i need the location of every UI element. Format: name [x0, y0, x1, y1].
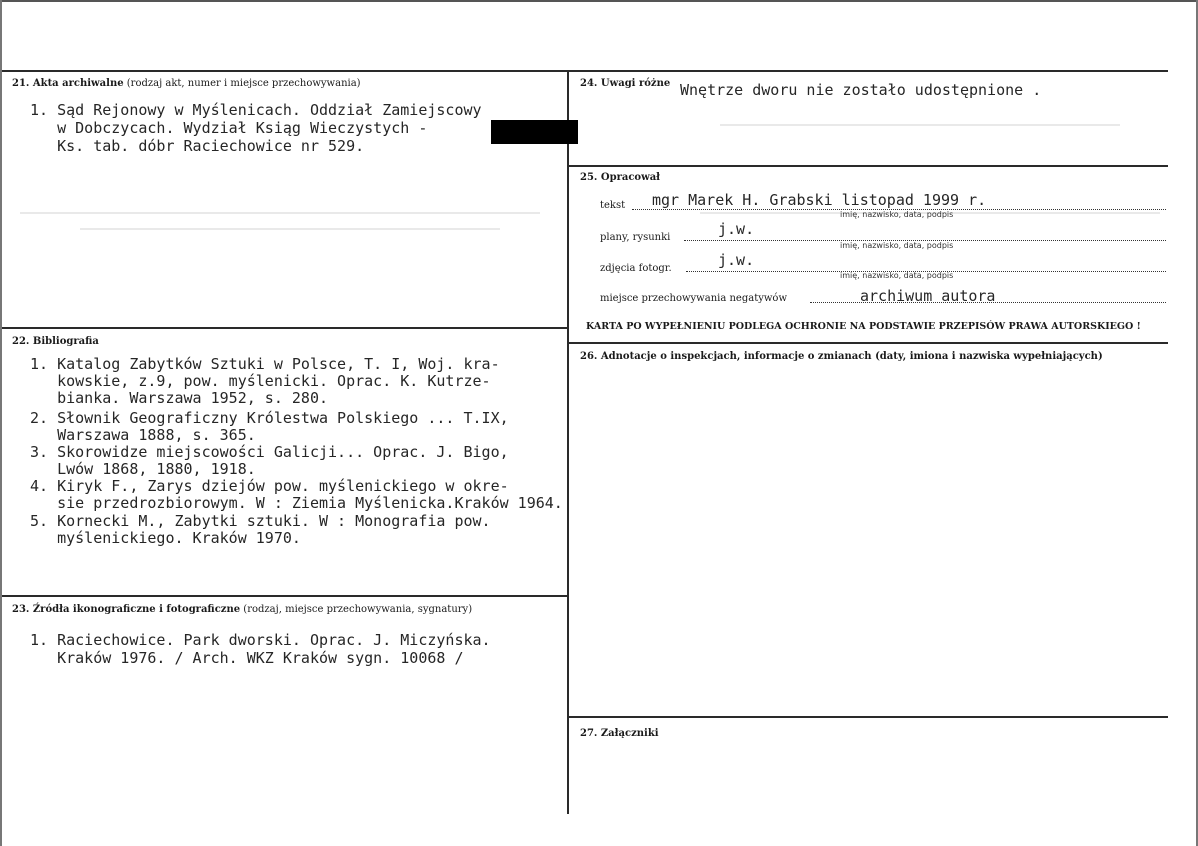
section-26-header	[580, 351, 1103, 362]
show-through	[80, 228, 500, 230]
section-22-line-11: myślenickiego. Kraków 1970.	[30, 529, 301, 547]
section-22-line-4: 2. Słownik Geograficzny Królestwa Polskiego ... T.IX,	[30, 409, 509, 427]
section-22-line-5: Warszawa 1888, s. 365.	[30, 426, 256, 444]
section-22-line-3: bianka. Warszawa 1952, s. 280.	[30, 389, 329, 407]
section-23-line-2: Kraków 1976. / Arch. WKZ Kraków sygn. 10068 /	[30, 649, 464, 667]
section-23-subtitle: (rodzaj, miejsce przechowywania, sygnatury)	[240, 604, 473, 615]
show-through	[20, 212, 540, 214]
section-21-line-1: 1. Sąd Rejonowy w Myślenicach. Oddział Zamiejscowy	[30, 101, 482, 119]
field-negatywy-value: archiwum autora	[860, 287, 996, 305]
section-22-line-9: sie przedrozbiorowym. W : Ziemia Myślenicka.Kraków 1964.	[30, 494, 563, 512]
field-tekst-hint: imię, nazwisko, data, podpis	[840, 210, 954, 219]
left-edge	[0, 0, 2, 846]
section-22-line-10: 5. Kornecki M., Zabytki sztuki. W : Monografia pow.	[30, 512, 491, 530]
field-zdjecia-label: zdjęcia fotogr.	[600, 263, 672, 274]
section-26-title: 26. Adnotacje o inspekcjach, informacje o zmianach	[580, 351, 872, 362]
redaction-bar	[491, 120, 578, 144]
copyright-notice: KARTA PO WYPEŁNIENIU PODLEGA OCHRONIE NA PODSTAWIE PRZEPISÓW PRAWA AUTORSKIEGO !	[586, 321, 1141, 332]
section-24-value: Wnętrze dworu nie zostało udostępnione .	[680, 81, 1042, 99]
top-rule	[2, 70, 1168, 72]
right-rule-27	[568, 716, 1168, 718]
section-24-header: 24. Uwagi różne	[580, 78, 671, 89]
section-21-title: 21. Akta archiwalne	[12, 78, 124, 89]
section-21-header	[12, 78, 361, 89]
right-rule-25	[568, 165, 1168, 167]
field-plany-label: plany, rysunki	[600, 232, 671, 243]
right-rule-26	[568, 342, 1168, 344]
column-divider	[567, 70, 569, 814]
field-tekst-value: mgr Marek H. Grabski listopad 1999 r.	[652, 191, 987, 209]
section-21-subtitle: (rodzaj akt, numer i miejsce przechowywania)	[123, 78, 361, 89]
left-rule-22	[2, 327, 568, 329]
field-zdjecia-hint: imię, nazwisko, data, podpis	[840, 271, 954, 280]
section-23-header	[12, 604, 472, 615]
section-23-line-1: 1. Raciechowice. Park dworski. Oprac. J. Miczyńska.	[30, 631, 491, 649]
field-zdjecia-value: j.w.	[718, 251, 755, 269]
section-22-line-7: Lwów 1868, 1880, 1918.	[30, 460, 256, 478]
show-through	[720, 124, 1120, 126]
section-23-title: 23. Źródła ikonograficzne i fotograficzne	[12, 604, 241, 615]
section-22-line-8: 4. Kiryk F., Zarys dziejów pow. myślenickiego w okre-	[30, 477, 509, 495]
field-negatywy-label: miejsce przechowywania negatywów	[600, 293, 787, 304]
section-22-header: 22. Bibliografia	[12, 336, 99, 347]
section-25-header: 25. Opracował	[580, 172, 661, 183]
section-22-line-2: kowskie, z.9, pow. myślenicki. Oprac. K. Kutrze-	[30, 372, 491, 390]
section-22-line-6: 3. Skorowidze miejscowości Galicji... Oprac. J. Bigo,	[30, 443, 509, 461]
field-plany-hint: imię, nazwisko, data, podpis	[840, 241, 954, 250]
left-rule-23	[2, 595, 568, 597]
section-22-line-1: 1. Katalog Zabytków Sztuki w Polsce, T. I, Woj. kra-	[30, 355, 500, 373]
section-26-subtitle: (daty, imiona i nazwiska wypełniających)	[871, 351, 1103, 362]
section-21-line-3: Ks. tab. dóbr Raciechowice nr 529.	[30, 137, 365, 155]
section-27-header: 27. Załączniki	[580, 728, 659, 739]
field-plany-value: j.w.	[718, 220, 755, 238]
field-tekst-label: tekst	[600, 200, 626, 211]
top-edge	[0, 0, 1198, 2]
section-21-line-2: w Dobczycach. Wydział Ksiąg Wieczystych -	[30, 119, 428, 137]
